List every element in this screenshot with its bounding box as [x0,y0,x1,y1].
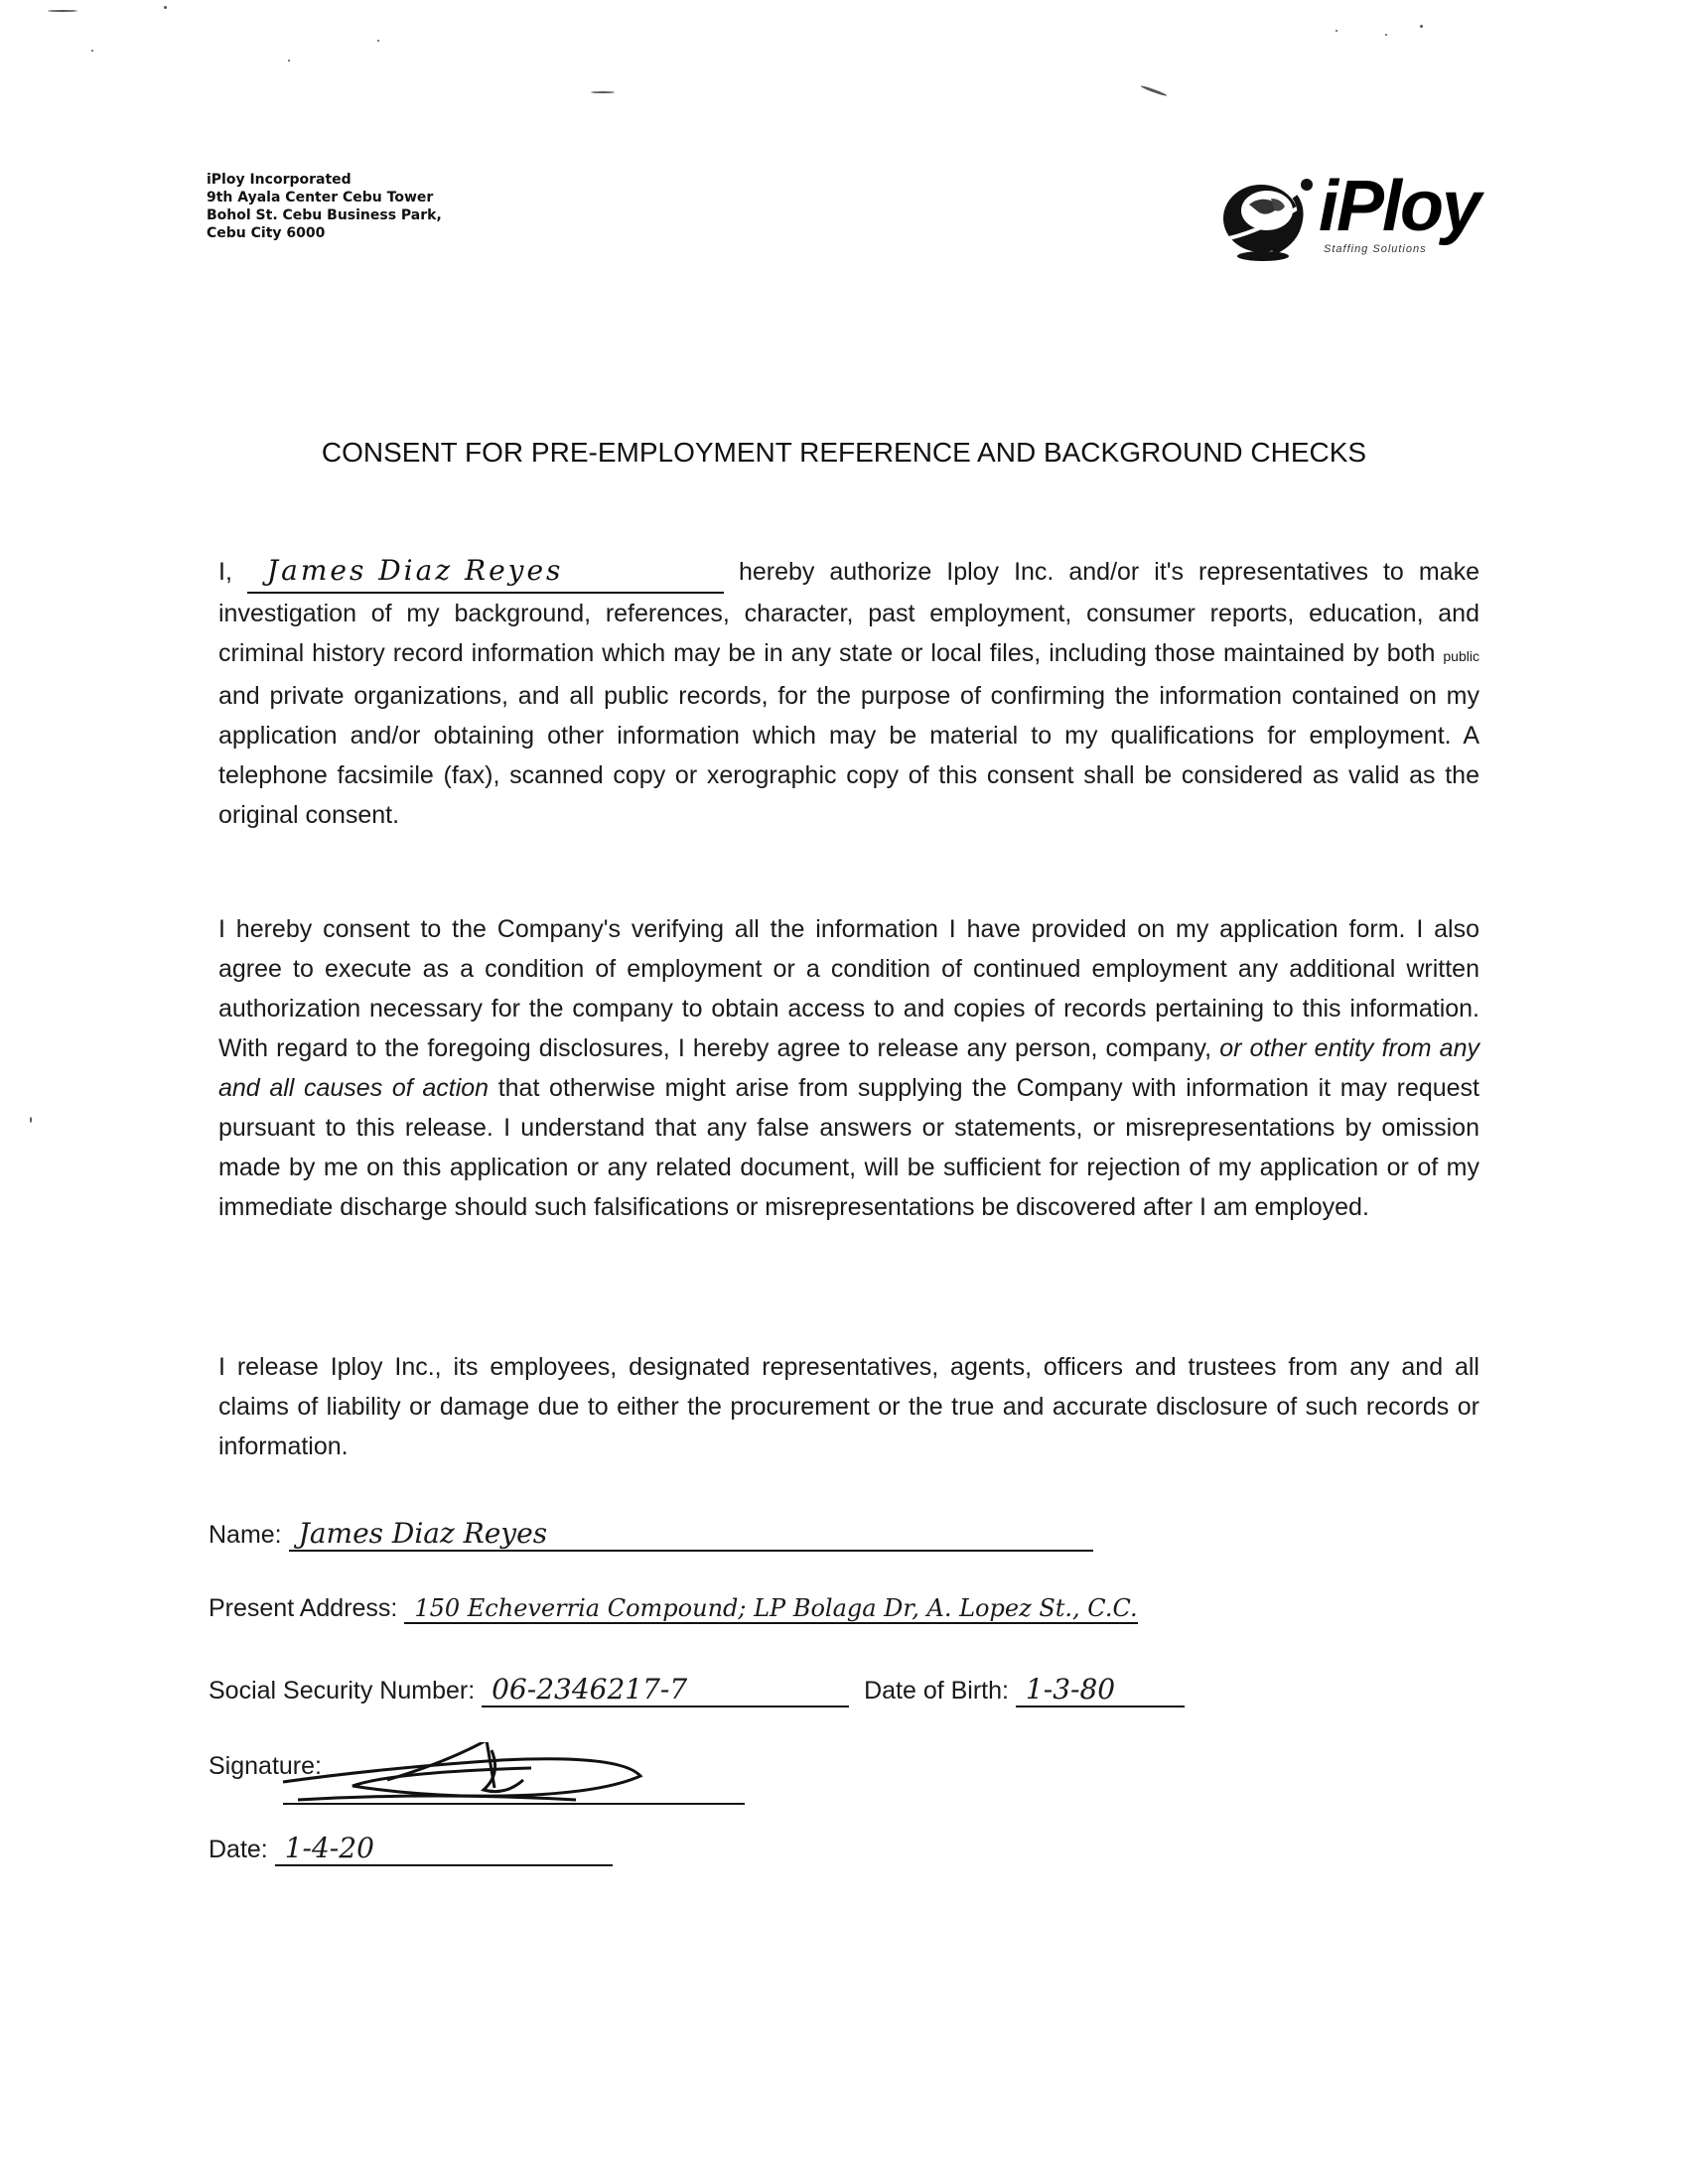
paragraph2-italic-a: or other entity [1219,1034,1374,1062]
release-paragraph: I release Iploy Inc., its employees, designated representatives, agents, officers and trustees from any and all claims of liability or damage due to either the procurement or the true and accurate disclosure of such records or information. [218,1353,1479,1460]
ssn-field [209,1673,1185,1707]
date-label: Date: [209,1836,268,1863]
paragraph1-small-word: public [1443,648,1479,664]
consent-paragraph [218,909,1479,1227]
signature-label: Signature: [209,1752,322,1780]
company-name: iPloy Incorporated [207,172,352,188]
dob-value: 1-3-80 [1016,1673,1185,1707]
paragraph2-italic-b: from any and all causes of action [218,1034,1479,1102]
iploy-logo [1219,167,1487,261]
address-value: 150 Echeverria Compound; LP Bolaga Dr, A. Lopez St., C.C. [404,1594,1137,1624]
logo-tagline: Staffing Solutions [1324,243,1427,255]
paragraph1-text-a: hereby authorize Iploy Inc. and/or it's representatives to make investigation of my background, references, character, past employment, consumer reports, education, and criminal history record information which may be in any state or local files, including those maintained by both [218,558,1479,667]
name-value: James Diaz Reyes [289,1517,1093,1552]
dob-label: Date of Birth: [864,1677,1009,1705]
letterhead [207,171,442,242]
address-line-1: 9th Ayala Center Cebu Tower [207,190,434,205]
address-line-2: Bohol St. Cebu Business Park, [207,207,442,223]
name-field [209,1517,1093,1552]
address-label: Present Address: [209,1594,398,1622]
ssn-value: 06-2346217-7 [482,1673,849,1707]
authorization-paragraph [218,551,1479,835]
name-label: Name: [209,1521,282,1549]
prefix-i: I, [218,558,232,586]
paragraph1-text-b: and private organizations, and all public records, for the purpose of confirming the information contained on my application and/or obtaining other information which may be material to my qualifications for employment. A telephone facsimile (fax), scanned copy or xerographic copy of this consent shall be considered as valid as the original consent. [218,682,1479,829]
logo-wordmark: iPloy [1319,167,1480,246]
document-title: CONSENT FOR PRE-EMPLOYMENT REFERENCE AND BACKGROUND CHECKS [321,437,1367,468]
paragraph2-text-b: that otherwise might arise from supplying the Company with information it may request pursuant to this release. I understand that any false answers or statements, or misrepresentations by omission made by me on this application or any related document, will be sufficient for rejection of my application or of my immediate discharge should such falsifications or misrepresentations be discovered after I am employed. [218,1074,1480,1221]
globe-icon [1219,177,1319,261]
ssn-label: Social Security Number: [209,1677,476,1705]
date-field [209,1832,613,1866]
authorizer-name-handwritten: James Diaz Reyes [266,554,564,587]
address-line-3: Cebu City 6000 [207,225,326,241]
handwritten-signature [278,1742,755,1817]
date-value: 1-4-20 [275,1832,613,1866]
address-field [209,1594,1138,1624]
authorizer-name-blank [247,551,724,594]
paragraph2-text-a: I hereby consent to the Company's verifying all the information I have provided on my application form. I also agree to execute as a condition of employment or a condition of continued employment any additional written authorization necessary for the company to obtain access to and copies of records pertaining to this information. With regard to the foregoing disclosures, I hereby agree to release any person, company, [218,915,1479,1062]
